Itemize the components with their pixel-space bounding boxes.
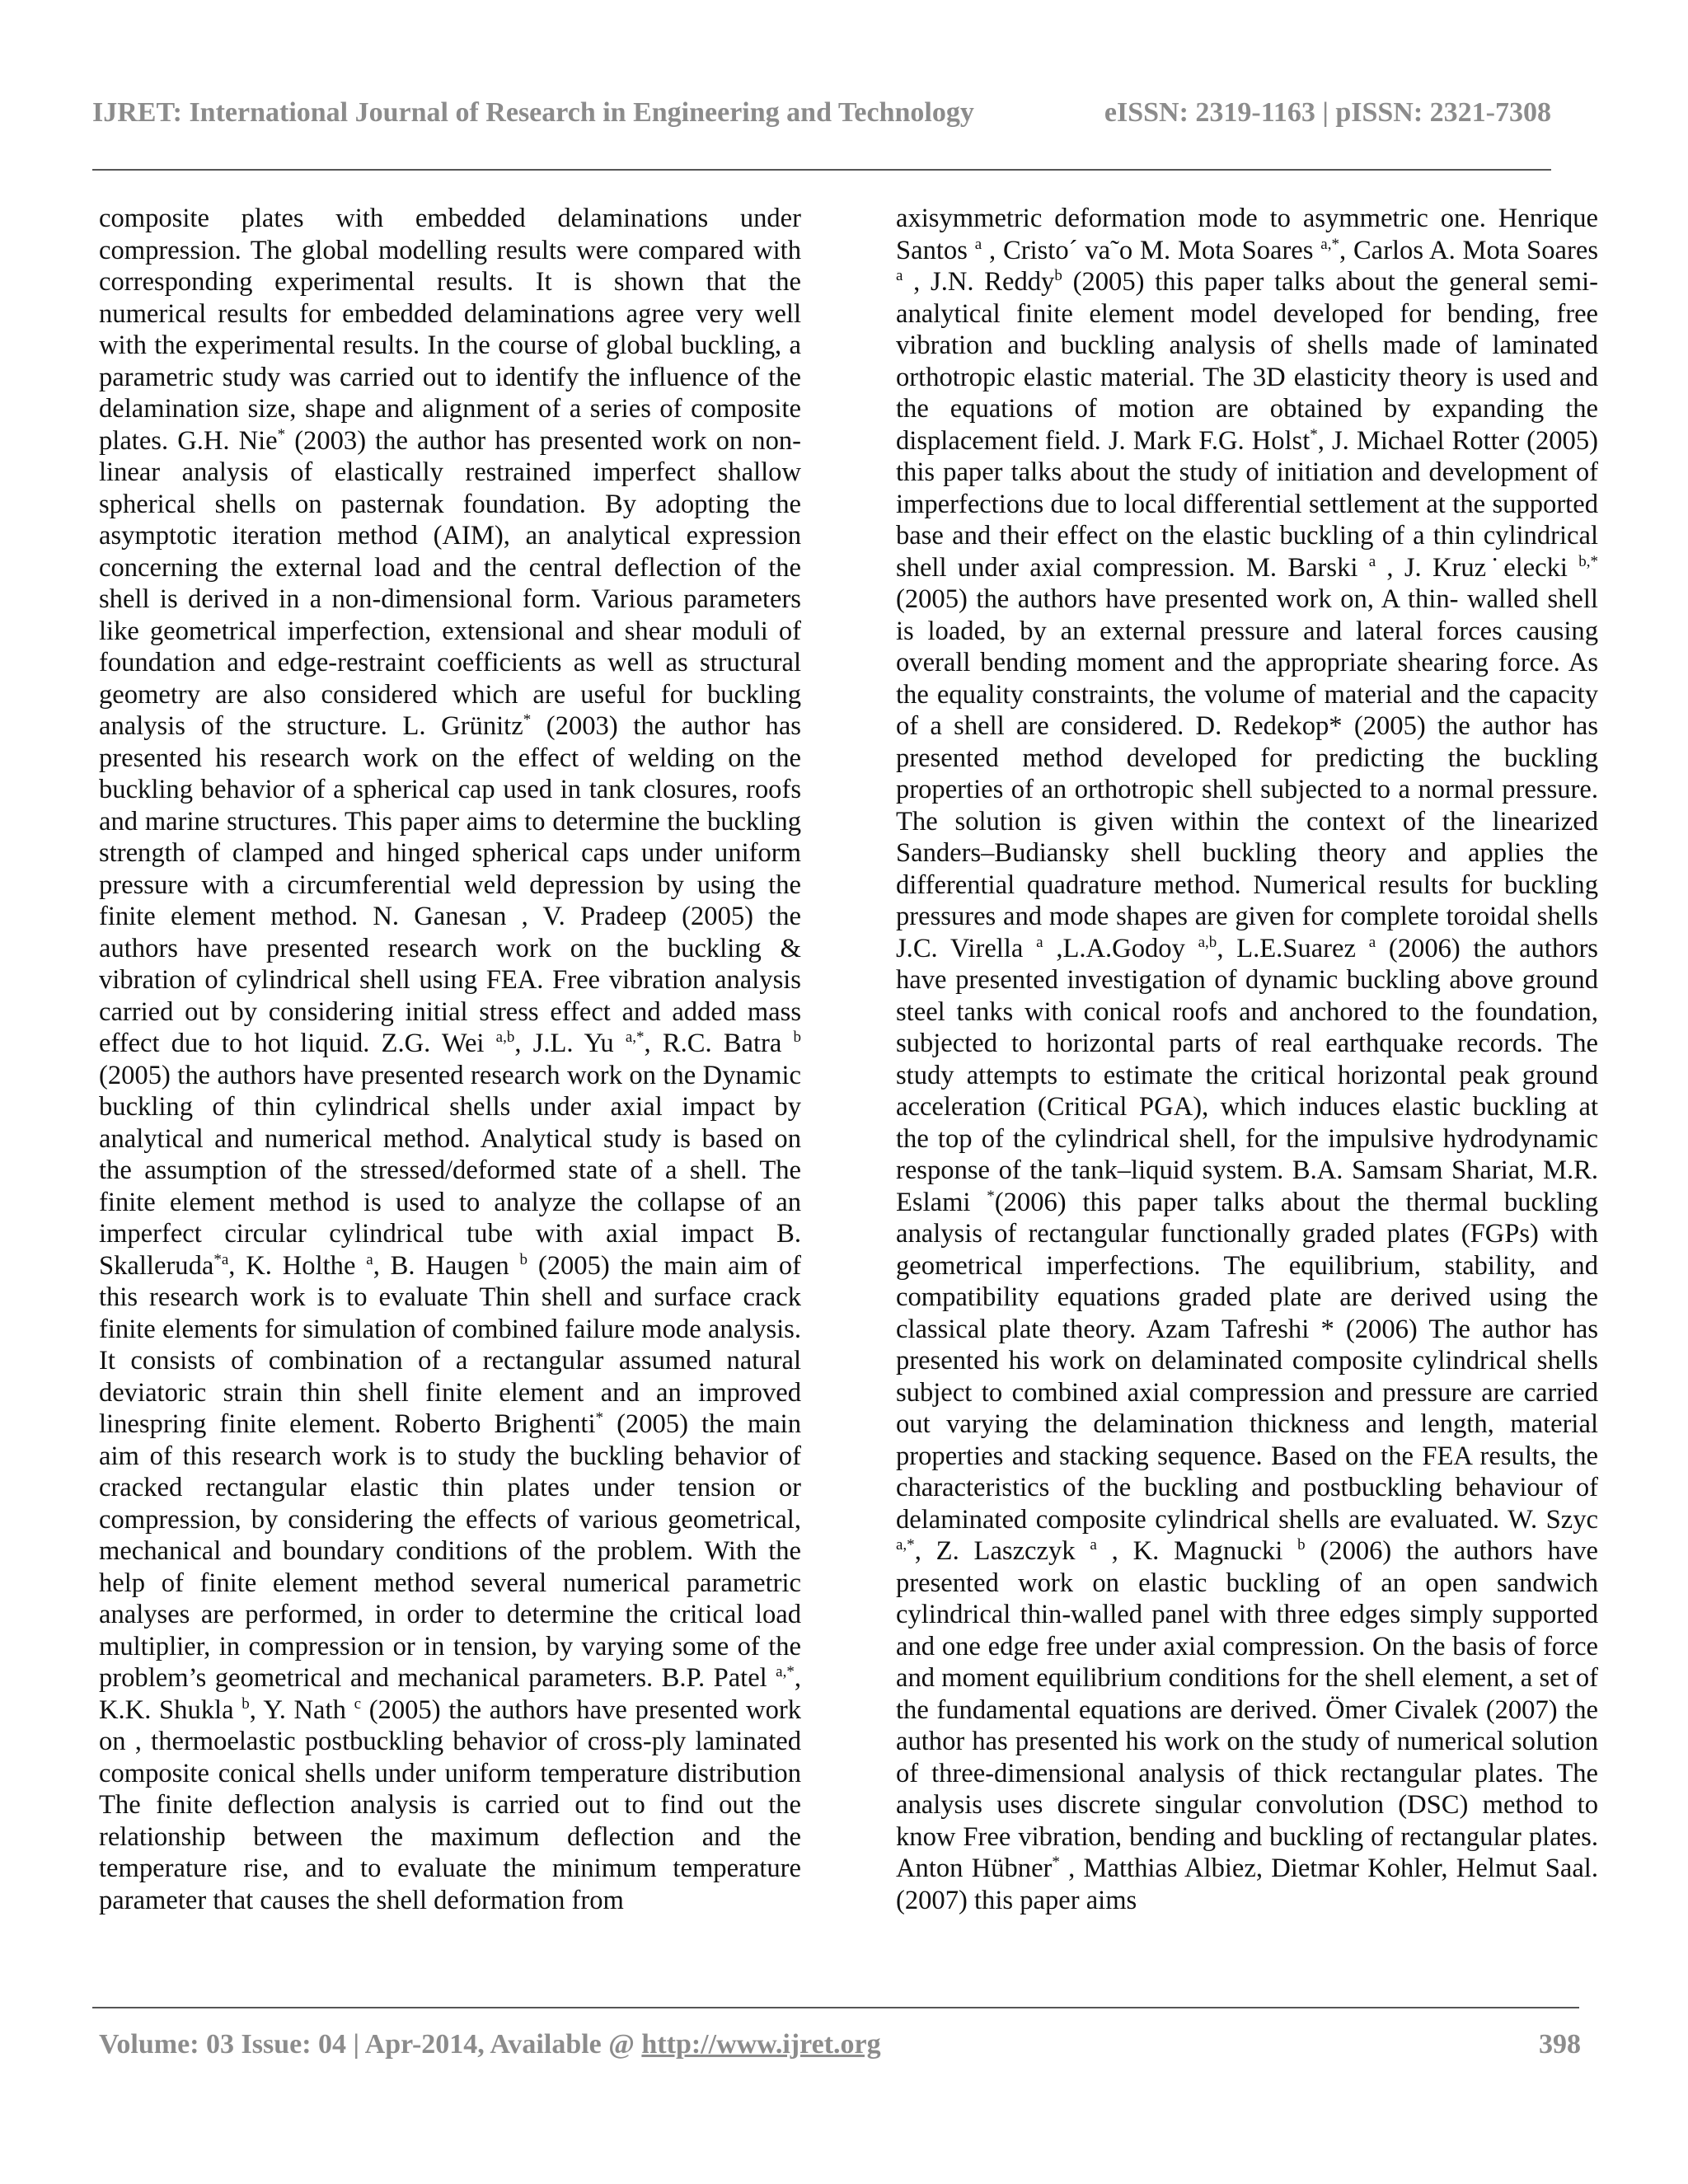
left-column-text: composite plates with embedded delaminations under compression. The global modelling results were compared with corresponding experimental results. It is shown that the numerical results for embedded delaminations agree very well with the experimental results. In the course of global buckling, a parametric study was carried out to identify the influence of the delamination size, shape and alignment of a series of composite plates. G.H. Nie* (2003) the author has presented work on non-linear analysis of elastically restrained imperfect shallow spherical shells on pasternak foundation. By adopting the asymptotic iteration method (AIM), an analytical expression concerning the external load and the central deflection of the shell is derived in a non-dimensional form. Various parameters like geometrical imperfection, extensional and shear moduli of foundation and edge-restraint coefficients as well as structural geometry are also considered which are useful for buckling analysis of the structure. L. Grünitz* (2003) the author has presented his research work on the effect of welding on the buckling behavior of a spherical cap used in tank closures, roofs and marine structures. This paper aims to determine the buckling strength of clamped and hinged spherical caps under uniform pressure with a circumferential weld depression by using the finite element method. N. Ganesan , V. Pradeep (2005) the authors have presented research work on the buckling & vibration of cylindrical shell using FEA. Free vibration analysis carried out by considering initial stress effect and added mass effect due to hot liquid. Z.G. Wei $^{a,b}$, J.L. Yu $^{a,*}$, R.C. Batra $^b$ (2005) the authors have presented research work on the Dynamic buckling of thin cylindrical shells under axial impact by analytical and numerical method. Analytical study is based on the assumption of the stressed/deformed state of a shell. The finite element method is used to analyze the collapse of an imperfect circular cylindrical tube with axial impact B. Skalleruda$^{*a}$, K. Holthe $^a$, B. Haugen $^b$ (2005) the main aim of this research work is to evaluate Thin shell and surface crack finite elements for simulation of combined failure mode analysis. It consists of combination of a rectangular assumed natural deviatoric strain thin shell finite element and an improved linespring finite element. Roberto Brighenti* (2005) the main aim of this research work is to study the buckling behavior of cracked rectangular elastic thin plates under tension or compression, by considering the effects of various geometrical, mechanical and boundary conditions of the problem. With the help of finite element method several numerical parametric analyses are performed, in order to determine the critical load multiplier, in compression or in tension, by varying some of the problem’s geometrical and mechanical parameters. B.P. Patel $^{a,*}$, K.K. Shukla $^b$, Y. Nath $^c$ (2005) the authors have presented work on , thermoelastic postbuckling behavior of cross-ply laminated composite conical shells under uniform temperature distribution The finite deflection analysis is carried out to find out the relationship between the maximum deflection and the temperature rise, and to evaluate the minimum temperature parameter that causes the shell deformation from (99, 204, 801, 1915)
footer-rule (92, 2007, 1579, 2008)
issn-info: eISSN: 2319-1163 | pISSN: 2321-7308 (1104, 97, 1551, 128)
journal-link[interactable]: http://www.ijret.org (641, 2029, 881, 2060)
volume-info: Volume: 03 Issue: 04 | Apr-2014, Available @ http://www.ijret.org (99, 2029, 881, 2060)
right-column (896, 203, 1598, 1990)
left-column (99, 203, 801, 1990)
page-header (92, 97, 1551, 138)
journal-title: IJRET: International Journal of Research in Engineering and Technology (92, 97, 974, 128)
page-footer (99, 2029, 1581, 2069)
header-rule (92, 169, 1551, 171)
page-number: 398 (1539, 2029, 1581, 2060)
right-column-text: axisymmetric deformation mode to asymmetric one. Henrique Santos $^a$ , Cristo´ va˜o M. Mota Soares $^{a,*}$, Carlos A. Mota Soares $^a$ , J.N. Reddy$^b$ (2005) this paper talks about the general semi-analytical finite element model developed for bending, free vibration and buckling analysis of shells made of laminated orthotropic elastic material. The 3D elasticity theory is used and the equations of motion are obtained by expanding the displacement field. J. Mark F.G. Holst*, J. Michael Rotter (2005) this paper talks about the study of initiation and development of imperfections due to local differential settlement at the supported base and their effect on the elastic buckling of a thin cylindrical shell under axial compression. M. Barski $^a$ , J. Kruz˙elecki $^{b,*}$ (2005) the authors have presented work on, A thin- walled shell is loaded, by an external pressure and lateral forces causing overall bending moment and the appropriate shearing force. As the equality constraints, the volume of material and the capacity of a shell are considered. D. Redekop* (2005) the author has presented method developed for predicting the buckling properties of an orthotropic shell subjected to a normal pressure. The solution is given within the context of the linearized Sanders–Budiansky shell buckling theory and applies the differential quadrature method. Numerical results for buckling pressures and mode shapes are given for complete toroidal shells J.C. Virella $^a$ ,L.A.Godoy $^{a,b}$, L.E.Suarez $^a$ (2006) the authors have presented investigation of dynamic buckling above ground steel tanks with conical roofs and anchored to the foundation, subjected to horizontal parts of real earthquake records. The study attempts to estimate the critical horizontal peak ground acceleration (Critical PGA), which induces elastic buckling at the top of the cylindrical shell, for the impulsive hydrodynamic response of the tank–liquid system. B.A. Samsam Shariat, M.R. Eslami *(2006) this paper talks about the thermal buckling analysis of rectangular functionally graded plates (FGPs) with geometrical imperfections. The equilibrium, stability, and compatibility equations graded plate are derived using the classical plate theory. Azam Tafreshi * (2006) The author has presented his work on delaminated composite cylindrical shells subject to combined axial compression and pressure are carried out varying the delamination thickness and length, material properties and stacking sequence. Based on the FEA results, the characteristics of the buckling and postbuckling behaviour of delaminated composite cylindrical shells are evaluated. W. Szyc $^{a,*}$, Z. Laszczyk $^a$ , K. Magnucki $^b$ (2006) the authors have presented work on elastic buckling of an open sandwich cylindrical thin-walled panel with three edges simply supported and one edge free under axial compression. On the basis of force and moment equilibrium conditions for the shell element, a set of the fundamental equations are derived. Ömer Civalek (2007) the author has presented his work on the study of numerical solution of three-dimensional analysis of thick rectangular plates. The analysis uses discrete singular convolution (DSC) method to know Free vibration, bending and buckling of rectangular plates. Anton Hübner* , Matthias Albiez, Dietmar Kohler, Helmut Saal. (2007) this paper aims (896, 204, 1598, 1915)
